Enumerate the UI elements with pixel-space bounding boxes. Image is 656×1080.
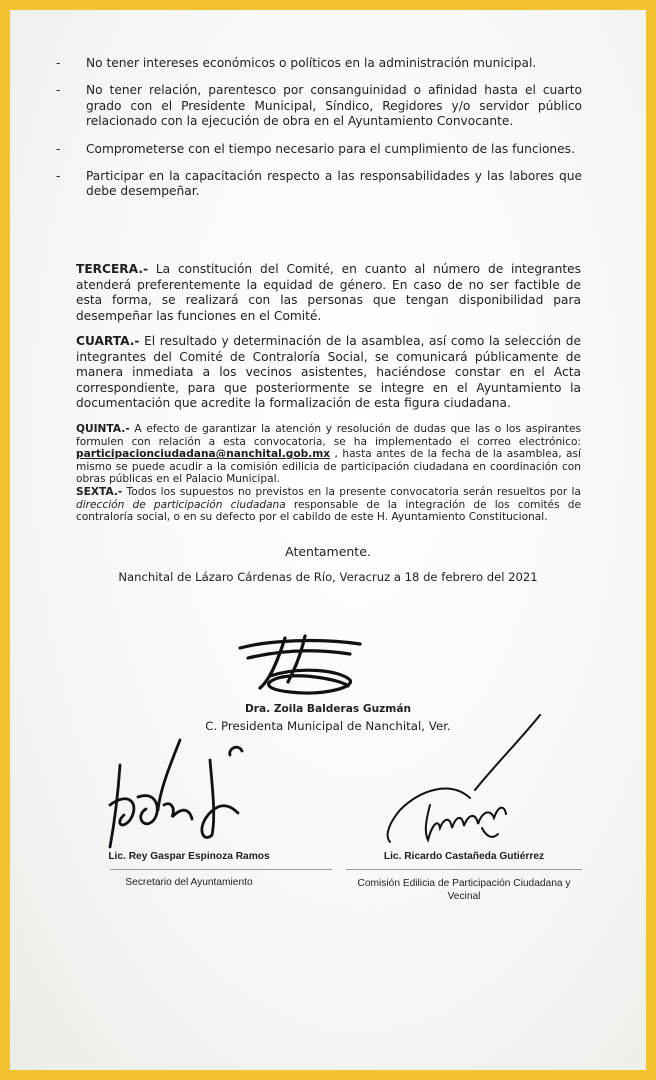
requirement-item: - Comprometerse con el tiempo necesario para el cumplimiento de las funciones. xyxy=(56,141,575,156)
requirements-list xyxy=(56,56,582,212)
salutation: Atentamente. xyxy=(285,544,371,559)
comision-signature-line xyxy=(346,869,582,870)
place-date: Nanchital de Lázaro Cárdenas de Río, Veracruz a 18 de febrero del 2021 xyxy=(118,570,538,584)
secretario-signature-line xyxy=(110,869,332,870)
email-link[interactable]: participacionciudadana@nanchital.gob.mx xyxy=(76,448,331,461)
comision-title: Comisión Edilicia de Participación Ciudadana y Vecinal xyxy=(357,878,571,902)
clause-cuarta: CUARTA.- El resultado y determinación de la asamblea, así como la selección de integrantes del Comité de Contraloría Social, se comunicará públicamente de manera inmediata a los vecinos asistentes, haciéndose constar en el Acta correspondiente, para que posteriormente se integre en el Ayuntamiento la documentación que acredite la formalización de esta figura ciudadana. xyxy=(76,334,581,411)
comision-name: Lic. Ricardo Castañeda Gutiérrez xyxy=(383,851,545,862)
clause-quinta: QUINTA.- A efecto de garantizar la atención y resolución de dudas que las o los aspirantes formulen con relación a esta convocatoria, se ha implementado el correo electrónico: participacionciudadana@nanchital.gob.mx , hasta antes de la fecha de la asamblea, así mismo se puede acudir a la comisión edilicia de participación ciudadana en coordinación con obras públicas en el Palacio Municipal. SEXTA.- Todos los supuestos no previstos en la presente convocatoria serán resueltos por la dirección de participación ciudadana responsable de la integración de los comités de contraloría social, o en su defecto por el cabildo de este H. Ayuntamiento Constitucional. xyxy=(76,423,581,524)
clause-tercera: TERCERA.- La constitución del Comité, en cuanto al número de integrantes atenderá preferentemente la equidad de género. En caso de no ser factible de esta forma, se realizará con las personas que tengan disponibilidad para desempeñar las funciones en el Comité. xyxy=(76,262,581,323)
clause-sexta: SEXTA.- Todos los supuestos no previstos en la presente convocatoria serán resueltos por la dirección de participación ciudadana responsable de la integración de los comités de contraloría social, o en su defecto por el cabildo de este H. Ayuntamiento Constitucional. xyxy=(76,485,581,524)
requirement-item: - Participar en la capacitación respecto a las responsabilidades y las labores que debe desempeñar. xyxy=(56,169,582,199)
comision-signature xyxy=(370,710,550,850)
requirement-item: - No tener relación, parentesco por consanguinidad o afinidad hasta el cuarto grado con el Presidente Municipal, Síndico, Regidores y/o servidor público relacionado con la ejecución de obra en el Ayuntamiento Convocante. xyxy=(56,83,582,129)
requirement-item: - No tener intereses económicos o políticos en la administración municipal. xyxy=(56,56,537,70)
presidenta-signature xyxy=(230,630,380,700)
presidenta-title: C. Presidenta Municipal de Nanchital, Ver. xyxy=(205,719,451,733)
secretario-signature xyxy=(100,735,250,855)
secretario-name: Lic. Rey Gaspar Espinoza Ramos xyxy=(108,851,270,862)
secretario-title: Secretario del Ayuntamiento xyxy=(125,877,253,888)
presidenta-name: Dra. Zoila Balderas Guzmán xyxy=(244,703,412,715)
